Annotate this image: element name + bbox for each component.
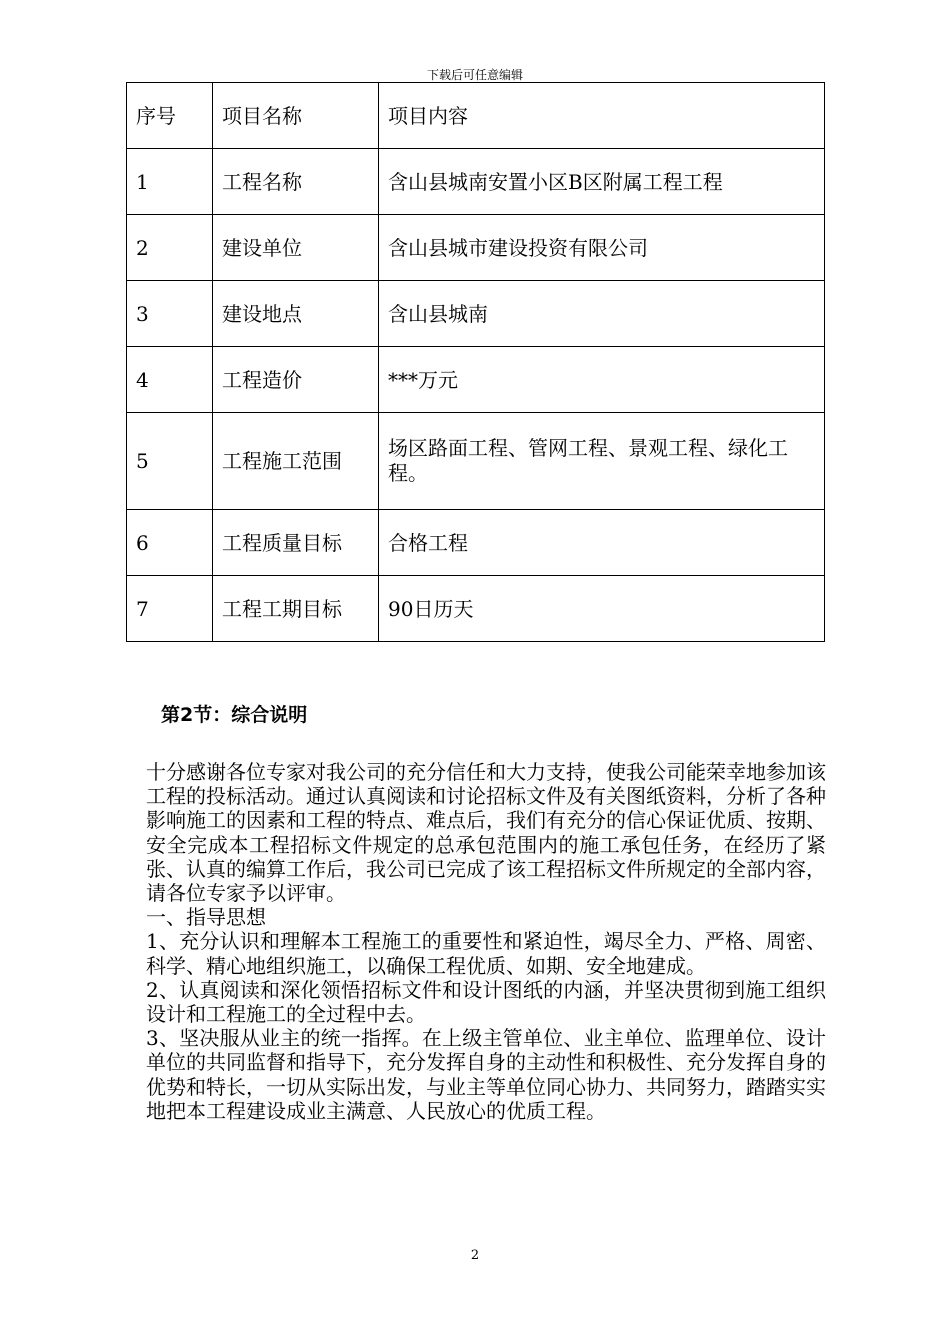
principle-item-1: 1、充分认识和理解本工程施工的重要性和紧迫性，竭尽全力、严格、周密、科学、精心地组织施工，以确保工程优质、如期、安全地建成。 [146,929,826,978]
body-text [146,760,826,1123]
cell-no: 3 [127,281,213,347]
cell-no: 1 [127,149,213,215]
page-number: 2 [470,1248,480,1263]
cell-no: 2 [127,215,213,281]
cell-no: 7 [127,576,213,642]
header-cell-no: 序号 [127,83,213,149]
cell-name: 工程造价 [213,347,379,413]
cell-no: 4 [127,347,213,413]
cell-name: 建设单位 [213,215,379,281]
subheading-guiding-principles: 一、指导思想 [146,905,266,930]
table-row [127,281,825,347]
table-row [127,510,825,576]
cell-content: 场区路面工程、管网工程、景观工程、绿化工程。 [379,413,825,510]
table-row [127,149,825,215]
header-note: 下载后可任意编辑 [426,68,523,82]
cell-name: 建设地点 [213,281,379,347]
cell-no: 5 [127,413,213,510]
cell-content: 含山县城南 [379,281,825,347]
cell-content: 含山县城市建设投资有限公司 [379,215,825,281]
table-row [127,576,825,642]
principle-item-3: 3、坚决服从业主的统一指挥。在上级主管单位、业主单位、监理单位、设计单位的共同监督和指导下，充分发挥自身的主动性和积极性、充分发挥自身的优势和特长，一切从实际出发，与业主等单位同心协力、共同努力，踏踏实实地把本工程建设成业主满意、人民放心的优质工程。 [146,1026,826,1123]
cell-name: 工程名称 [213,149,379,215]
cell-name: 工程工期目标 [213,576,379,642]
cell-content: ***万元 [379,347,825,413]
principle-item-2: 2、认真阅读和深化领悟招标文件和设计图纸的内涵，并坚决贯彻到施工组织设计和工程施工的全过程中去。 [146,977,826,1027]
cell-name: 工程质量目标 [213,510,379,576]
intro-paragraph: 十分感谢各位专家对我公司的充分信任和大力支持，使我公司能荣幸地参加该工程的投标活动。通过认真阅读和讨论招标文件及有关图纸资料，分析了各种影响施工的因素和工程的特点、难点后，我们有充分的信心保证优质、按期、安全完成本工程招标文件规定的总承包范围内的施工承包任务，在经历了紧张、认真的编算工作后，我公司已完成了该工程招标文件所规定的全部内容，请各位专家予以评审。 [146,760,826,906]
header-cell-content: 项目内容 [379,83,825,149]
table-header-row [127,83,825,149]
cell-content: 含山县城南安置小区B区附属工程工程 [379,149,825,215]
cell-content: 合格工程 [379,510,825,576]
table-row [127,347,825,413]
cell-content: 90日历天 [379,576,825,642]
header-cell-name: 项目名称 [213,83,379,149]
cell-name: 工程施工范围 [213,413,379,510]
table-row [127,215,825,281]
cell-no: 6 [127,510,213,576]
section-title: 第2节：综合说明 [161,704,308,726]
table-row [127,413,825,510]
project-info-table [126,82,825,642]
